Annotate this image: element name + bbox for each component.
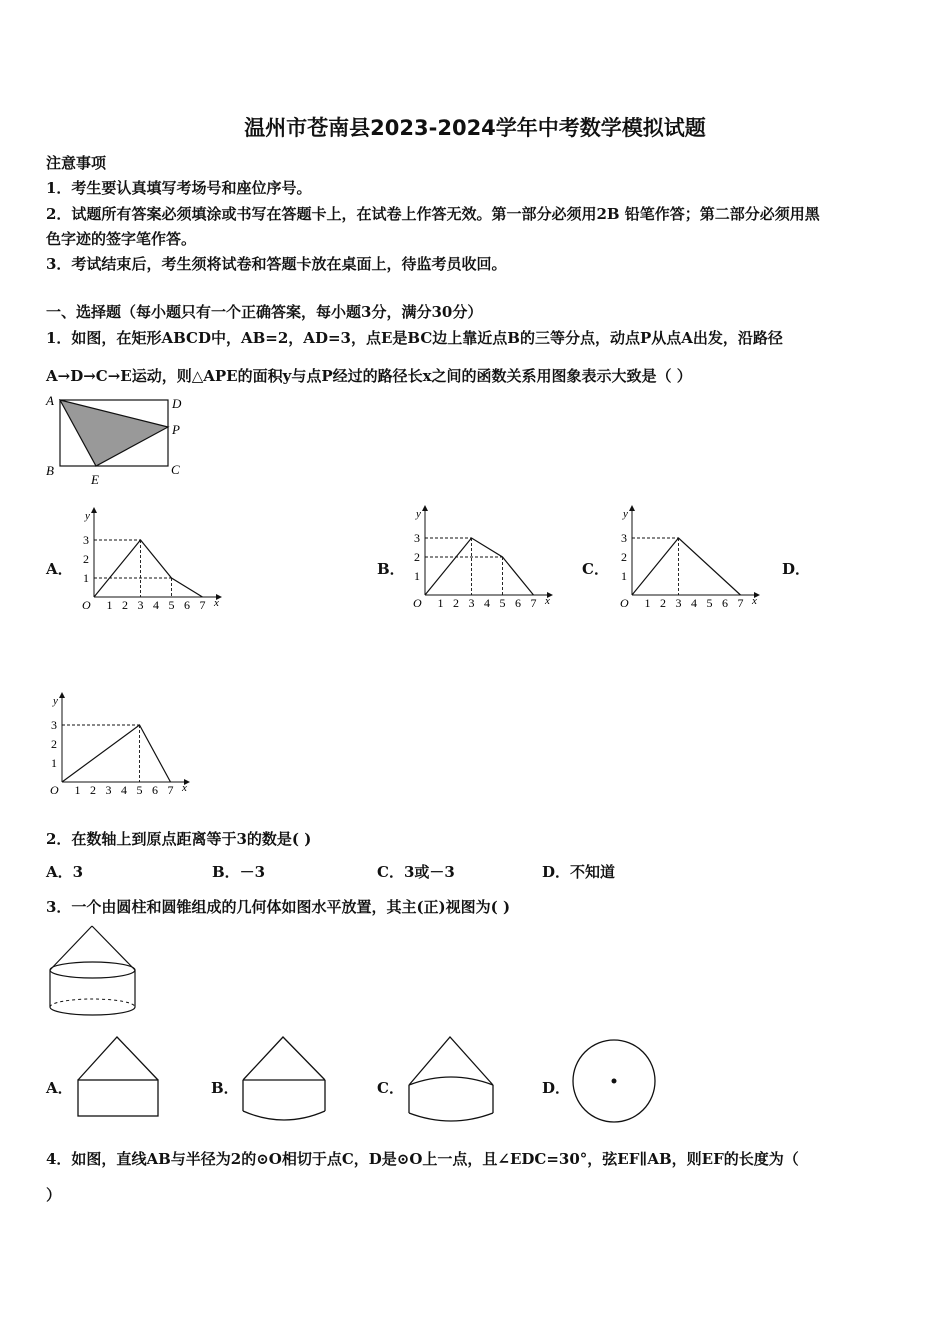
y-tick-label: 1: [621, 569, 627, 583]
q1-graph-c: [614, 503, 764, 608]
y-axis-arrow: [422, 505, 428, 511]
x-tick-label: 5: [706, 596, 713, 608]
q1-option-a-label[interactable]: A．: [46, 560, 73, 578]
x-tick-label: 6: [515, 596, 521, 608]
x-tick-label: 1: [74, 783, 81, 795]
x-tick-label: 4: [121, 783, 127, 795]
q2-option-d[interactable]: D．不知道: [542, 863, 616, 881]
x-tick-label: 1: [437, 596, 444, 608]
y-tick-label: 1: [83, 571, 89, 585]
label-c: C: [171, 462, 180, 477]
y-axis-label: y: [85, 510, 90, 522]
page-title: 温州市苍南县2023-2024学年中考数学模拟试题: [244, 116, 706, 140]
q2-option-c[interactable]: C．3或－3: [377, 863, 455, 881]
q2-option-b[interactable]: B．－3: [212, 863, 266, 881]
origin-label: O: [620, 596, 629, 608]
x-tick-label: 3: [137, 598, 144, 610]
y-axis-label: y: [53, 695, 58, 707]
y-tick-label: 3: [83, 533, 89, 547]
origin-label: O: [50, 783, 59, 795]
label-p: P: [172, 422, 180, 437]
x-tick-label: 7: [737, 596, 744, 608]
q1-option-b-label[interactable]: B．: [377, 560, 405, 578]
q3-option-b-label[interactable]: B．: [211, 1079, 239, 1097]
y-axis-label: y: [416, 508, 421, 520]
function-line: [62, 725, 171, 782]
notice-heading: 注意事项: [46, 154, 107, 172]
y-tick-label: 2: [414, 550, 420, 564]
label-b: B: [46, 463, 54, 478]
q2-stem: 2．在数轴上到原点距离等于3的数是( ): [46, 830, 312, 848]
q3-option-c-label[interactable]: C．: [377, 1079, 404, 1097]
x-tick-label: 2: [122, 598, 128, 610]
q1-option-d-label[interactable]: D．: [782, 560, 811, 578]
notice-item-2-cont: 色字迹的签字笔作答。: [46, 230, 197, 248]
y-tick-label: 2: [83, 552, 89, 566]
function-line: [94, 540, 203, 597]
x-axis-label: x: [214, 597, 219, 609]
x-tick-label: 4: [153, 598, 159, 610]
y-axis-arrow: [91, 507, 97, 513]
section-heading: 一、选择题（每小题只有一个正确答案，每小题3分，满分30分）: [46, 303, 483, 321]
label-e: E: [91, 472, 99, 487]
x-axis-label: x: [752, 595, 757, 607]
y-tick-label: 2: [621, 550, 627, 564]
y-tick-label: 3: [621, 531, 627, 545]
x-axis-label: x: [545, 595, 550, 607]
label-a: A: [46, 393, 54, 408]
x-tick-label: 2: [90, 783, 96, 795]
q4-stem-line1: 4．如图，直线AB与半径为2的⊙O相切于点C，D是⊙O上一点，且∠EDC=30°，弦EF∥AB，则EF的长度为（: [46, 1150, 799, 1168]
x-tick-label: 6: [184, 598, 190, 610]
x-tick-label: 3: [675, 596, 682, 608]
q3-option-a-figure: [74, 1033, 164, 1119]
q3-option-b-figure: [239, 1033, 331, 1123]
origin-label: O: [82, 598, 91, 610]
q1-graph-d: [44, 690, 194, 795]
notice-item-1: 1．考生要认真填写考场号和座位序号。: [46, 179, 312, 197]
y-tick-label: 3: [414, 531, 420, 545]
q3-option-d-figure: [570, 1038, 660, 1128]
function-line: [425, 538, 534, 595]
x-tick-label: 6: [722, 596, 728, 608]
q3-option-c-figure: [405, 1033, 499, 1123]
q3-solid-figure: [44, 922, 144, 1022]
label-d: D: [172, 396, 182, 411]
y-tick-label: 3: [51, 718, 57, 732]
q1-graph-a: [76, 505, 226, 610]
x-tick-label: 2: [453, 596, 459, 608]
function-line: [632, 538, 741, 595]
q1-stem-line1: 1．如图，在矩形ABCD中，AB=2，AD=3，点E是BC边上靠近点B的三等分点，动点P从点A出发，沿路径: [46, 329, 783, 347]
x-tick-label: 1: [644, 596, 651, 608]
y-axis-arrow: [59, 692, 65, 698]
notice-item-3: 3．考试结束后，考生须将试卷和答题卡放在桌面上，待监考员收回。: [46, 255, 507, 273]
y-tick-label: 1: [51, 756, 57, 770]
notice-item-2: 2．试题所有答案必须填涂或书写在答题卡上，在试卷上作答无效。第一部分必须用2B 铅笔作答；第二部分必须用黑: [46, 205, 820, 223]
origin-label: O: [413, 596, 422, 608]
q4-stem-line2: ）: [46, 1186, 62, 1204]
x-tick-label: 5: [499, 596, 506, 608]
x-axis-label: x: [182, 782, 187, 794]
y-tick-label: 2: [51, 737, 57, 751]
x-tick-label: 5: [136, 783, 143, 795]
q3-stem: 3．一个由圆柱和圆锥组成的几何体如图水平放置，其主(正)视图为( ): [46, 898, 511, 916]
triangle-ape: [60, 400, 168, 466]
y-tick-label: 1: [414, 569, 420, 583]
q3-option-d-label[interactable]: D．: [542, 1079, 571, 1097]
x-tick-label: 3: [468, 596, 475, 608]
y-axis-arrow: [629, 505, 635, 511]
q1-graph-b: [407, 503, 557, 608]
x-tick-label: 7: [199, 598, 206, 610]
x-tick-label: 6: [152, 783, 158, 795]
x-tick-label: 7: [530, 596, 537, 608]
x-tick-label: 3: [105, 783, 112, 795]
x-tick-label: 2: [660, 596, 666, 608]
x-tick-label: 4: [691, 596, 697, 608]
x-tick-label: 1: [106, 598, 113, 610]
x-tick-label: 7: [167, 783, 174, 795]
q2-option-a[interactable]: A．3: [46, 863, 84, 881]
q1-option-c-label[interactable]: C．: [582, 560, 609, 578]
q1-rectangle-figure: [40, 390, 200, 490]
y-axis-label: y: [623, 508, 628, 520]
x-tick-label: 5: [168, 598, 175, 610]
x-tick-label: 4: [484, 596, 490, 608]
q1-stem-line2: A→D→C→E运动，则△APE的面积y与点P经过的路径长x之间的函数关系用图象表示大致是（ ）: [46, 367, 692, 385]
q3-option-a-label[interactable]: A．: [46, 1079, 73, 1097]
